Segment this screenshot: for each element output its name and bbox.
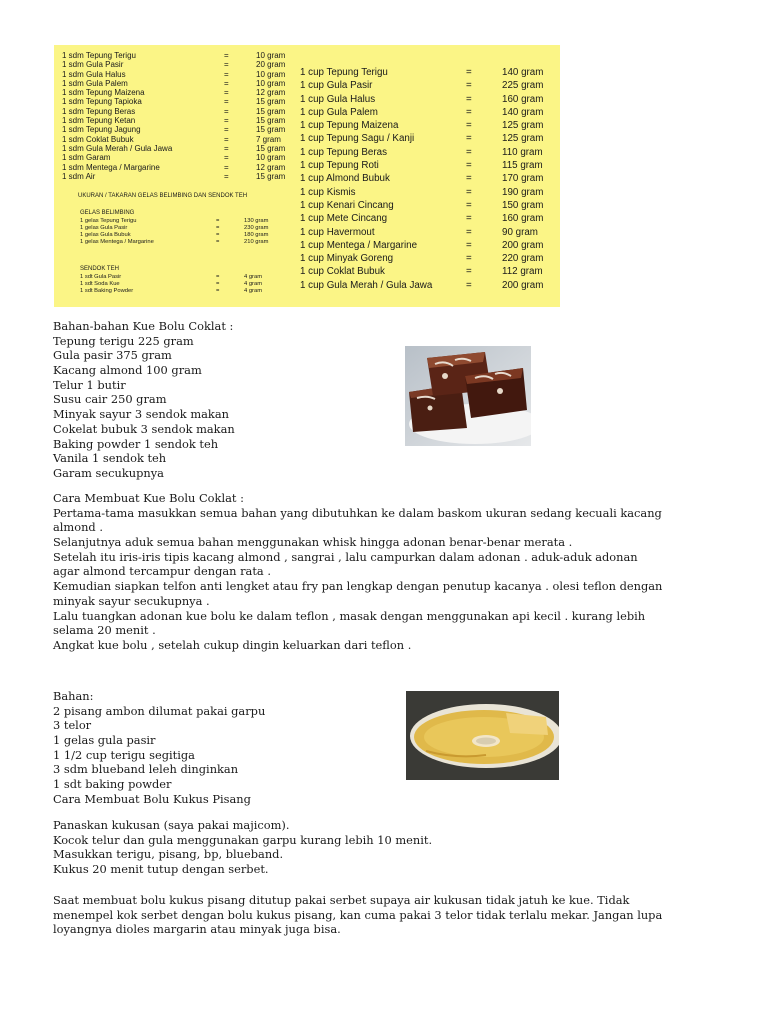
text-line: Kemudian siapkan telfon anti lengket atau fry pan lengkap dengan penutup kacanya . olesi teflon dengan: [53, 579, 663, 594]
cell-val: 225 gram: [502, 80, 544, 92]
cell-eq: =: [224, 106, 229, 116]
cell-eq: =: [224, 60, 229, 70]
cell-eq: =: [466, 160, 472, 172]
cell-name: 1 sdm Tepung Terigu: [62, 51, 136, 60]
cell-val: 15 gram: [256, 125, 286, 135]
text-line: Masukkan terigu, pisang, bp, blueband.: [53, 847, 284, 862]
cell-name: 1 sdm Gula Halus: [62, 69, 126, 79]
cell-name: 1 sdm Gula Merah / Gula Jawa: [62, 143, 173, 153]
cell-name: 1 sdm Tepung Jagung: [62, 125, 141, 135]
cell-name: 1 cup Gula Halus: [300, 93, 376, 105]
cell-eq: =: [466, 213, 472, 225]
cell-name: 1 sdm Gula Pasir: [62, 60, 124, 70]
bolu-coklat-method: [53, 491, 662, 653]
text-line: Bahan-bahan Kue Bolu Coklat :: [53, 319, 234, 333]
text-line: Susu cair 250 gram: [53, 392, 167, 407]
cell-eq: =: [224, 88, 229, 98]
cell-val: 220 gram: [502, 253, 544, 265]
cell-val: 200 gram: [502, 279, 544, 291]
bolu-pisang-note: [53, 893, 662, 937]
bolu-pisang-steps: [53, 818, 432, 877]
cell-name: 1 cup Minyak Goreng: [300, 253, 394, 265]
text-line: Saat membuat bolu kukus pisang ditutup pakai serbet supaya air kukusan tidak jatuh ke kue. Tidak: [53, 893, 630, 907]
cell-val: 10 gram: [256, 78, 286, 88]
text-line: Lalu tuangkan adonan kue bolu ke dalam teflon , masak dengan menggunakan api kecil . kurang lebih: [53, 608, 646, 623]
text-line: 1 1/2 cup terigu segitiga: [53, 747, 195, 762]
cell-eq: =: [224, 69, 229, 79]
text-line: minyak sayur secukupnya .: [53, 593, 210, 608]
cell-name: 1 cup Tepung Roti: [300, 160, 379, 172]
cell-eq: =: [466, 106, 472, 118]
cell-val: 180 gram: [244, 232, 269, 238]
text-line: Kacang almond 100 gram: [53, 363, 202, 378]
text-line: Cara Membuat Kue Bolu Coklat :: [53, 491, 244, 505]
cell-name: 1 sdm Air: [62, 171, 96, 181]
text-line: Setelah itu iris-iris tipis kacang almond , sangrai , lalu campurkan dalam adonan . aduk-aduk adonan: [53, 549, 638, 564]
cell-name: 1 sdm Garam: [62, 153, 111, 163]
bolu-coklat-ingredients: [53, 319, 235, 481]
cell-val: 140 gram: [502, 67, 544, 78]
cell-name: 1 gelas Tepung Terigu: [80, 218, 137, 224]
cell-val: 130 gram: [244, 218, 269, 224]
text-line: Kocok telur dan gula menggunakan garpu kurang lebih 10 menit.: [53, 832, 433, 847]
cell-val: 15 gram: [256, 171, 286, 181]
measurement-table-image: [54, 45, 560, 307]
cell-eq: =: [224, 125, 229, 135]
cell-eq: =: [224, 171, 229, 181]
text-line: 1 gelas gula pasir: [53, 733, 156, 748]
bolu-kukus-photo: [406, 691, 559, 780]
sendok-heading: SENDOK TEH: [80, 266, 119, 272]
cell-eq: =: [224, 143, 229, 153]
cell-val: 15 gram: [256, 106, 286, 116]
cell-val: 10 gram: [256, 51, 286, 60]
cell-val: 140 gram: [502, 106, 544, 118]
cell-name: 1 gelas Gula Bubuk: [80, 232, 131, 238]
text-line: Gula pasir 375 gram: [53, 348, 172, 363]
cell-val: 200 gram: [502, 239, 544, 251]
cell-name: 1 sdm Tepung Ketan: [62, 116, 136, 126]
text-line: Cara Membuat Bolu Kukus Pisang: [53, 791, 251, 806]
cell-name: 1 sdt Gula Pasir: [80, 274, 122, 280]
cell-eq: =: [216, 232, 220, 238]
text-line: Pertama-tama masukkan semua bahan yang dibutuhkan ke dalam baskom ukuran sedang kecuali kacang: [53, 505, 662, 520]
cell-val: 20 gram: [256, 60, 286, 70]
cell-name: 1 cup Mete Cincang: [300, 213, 388, 225]
cell-name: 1 cup Kenari Cincang: [300, 199, 394, 211]
cell-val: 90 gram: [502, 226, 538, 238]
text-line: Baking powder 1 sendok teh: [53, 436, 219, 451]
cell-val: 150 gram: [502, 199, 544, 211]
cell-name: 1 sdt Baking Powder: [80, 288, 134, 294]
cell-val: 110 gram: [502, 146, 543, 158]
text-line: 3 sdm blueband leleh dinginkan: [53, 762, 239, 777]
cell-eq: =: [466, 173, 472, 185]
cell-val: 15 gram: [256, 97, 286, 107]
cell-val: 210 gram: [244, 239, 269, 245]
cell-name: 1 sdm Tepung Beras: [62, 106, 136, 116]
cell-eq: =: [216, 225, 220, 231]
cell-val: 125 gram: [502, 133, 544, 145]
cell-eq: =: [466, 120, 472, 132]
cell-val: 160 gram: [502, 213, 544, 225]
cell-eq: =: [224, 116, 229, 126]
cell-val: 115 gram: [502, 160, 543, 172]
cell-eq: =: [466, 253, 472, 265]
cell-eq: =: [216, 288, 220, 294]
cell-eq: =: [466, 67, 472, 78]
cell-val: 230 gram: [244, 225, 269, 231]
cell-val: 10 gram: [256, 69, 286, 79]
cell-eq: =: [466, 186, 472, 198]
cell-val: 190 gram: [502, 186, 544, 198]
cell-eq: =: [216, 281, 220, 287]
cell-name: 1 sdm Mentega / Margarine: [62, 162, 160, 172]
text-line: Telur 1 butir: [53, 377, 126, 392]
text-line: 2 pisang ambon dilumat pakai garpu: [53, 703, 266, 718]
cell-name: 1 cup Tepung Beras: [300, 146, 387, 158]
cell-val: 4 gram: [244, 281, 263, 287]
text-line: Bahan:: [53, 689, 94, 703]
cell-eq: =: [466, 80, 472, 92]
text-line: Panaskan kukusan (saya pakai majicom).: [53, 818, 290, 832]
cell-eq: =: [216, 274, 220, 280]
text-line: Garam secukupnya: [53, 465, 164, 480]
cell-name: 1 cup Tepung Terigu: [300, 67, 388, 78]
cell-eq: =: [466, 266, 472, 278]
cell-val: 125 gram: [502, 120, 544, 132]
cell-val: 7 gram: [256, 134, 281, 144]
text-line: Tepung terigu 225 gram: [53, 333, 194, 348]
cell-name: 1 cup Almond Bubuk: [300, 173, 390, 185]
text-line: Minyak sayur 3 sendok makan: [53, 407, 229, 422]
cell-name: 1 sdm Gula Palem: [62, 78, 128, 88]
cell-eq: =: [466, 279, 472, 291]
text-line: almond .: [53, 520, 103, 535]
text-line: Cokelat bubuk 3 sendok makan: [53, 421, 235, 436]
text-line: Kukus 20 menit tutup dengan serbet.: [53, 862, 269, 877]
cell-name: 1 cup Gula Pasir: [300, 80, 373, 92]
text-line: 1 sdt baking powder: [53, 777, 172, 792]
cell-val: 15 gram: [256, 116, 286, 126]
cell-name: 1 cup Gula Merah / Gula Jawa: [300, 279, 433, 291]
brownie-photo: [405, 346, 531, 446]
text-line: 3 telor: [53, 718, 92, 733]
cell-val: 160 gram: [502, 93, 544, 105]
cell-val: 12 gram: [256, 162, 286, 172]
text-line: Selanjutnya aduk semua bahan menggunakan whisk hingga adonan benar-benar merata .: [53, 535, 573, 550]
cell-eq: =: [224, 162, 229, 172]
cell-name: 1 cup Gula Palem: [300, 106, 378, 118]
text-line: Vanila 1 sendok teh: [53, 451, 167, 466]
cell-val: 15 gram: [256, 143, 286, 153]
text-line: loyangnya dioles margarin atau minyak juga bisa.: [53, 922, 341, 937]
cell-name: 1 gelas Mentega / Margarine: [80, 239, 154, 245]
text-line: Angkat kue bolu , setelah cukup dingin keluarkan dari teflon .: [53, 637, 412, 652]
cell-eq: =: [466, 239, 472, 251]
cell-eq: =: [216, 218, 220, 224]
cell-name: 1 cup Tepung Maizena: [300, 120, 399, 132]
cell-eq: =: [216, 239, 220, 245]
cell-eq: =: [224, 78, 229, 88]
cell-val: 4 gram: [244, 288, 263, 294]
cell-name: 1 sdt Soda Kue: [80, 281, 120, 287]
cell-name: 1 cup Tepung Sagu / Kanji: [300, 133, 415, 145]
text-line: selama 20 menit .: [53, 623, 156, 638]
text-line: menempel kok serbet dengan bolu kukus pisang, kan cuma pakai 3 telor tidak terlalu mekar. Jangan lupa: [53, 907, 663, 922]
cell-name: 1 cup Mentega / Margarine: [300, 239, 418, 251]
cell-val: 170 gram: [502, 173, 544, 185]
cell-eq: =: [466, 199, 472, 211]
text-line: agar almond tercampur dengan rata .: [53, 564, 271, 579]
cell-eq: =: [466, 226, 472, 238]
cell-val: 4 gram: [244, 274, 263, 280]
cell-eq: =: [224, 97, 229, 107]
cell-name: 1 cup Kismis: [300, 186, 356, 198]
cell-eq: =: [466, 93, 472, 105]
cell-eq: =: [224, 153, 229, 163]
cell-name: 1 sdm Tepung Tapioka: [62, 97, 142, 107]
cell-eq: =: [466, 133, 472, 145]
cell-eq: =: [224, 134, 229, 144]
cell-eq: =: [466, 146, 472, 158]
cell-name: 1 sdm Coklat Bubuk: [62, 134, 134, 144]
bolu-pisang-ingredients: [53, 689, 265, 807]
cell-name: 1 cup Havermout: [300, 226, 375, 238]
cell-name: 1 gelas Gula Pasir: [80, 225, 128, 231]
cell-val: 112 gram: [502, 266, 543, 278]
gelas-heading: GELAS BELIMBING: [80, 210, 135, 216]
cell-name: 1 sdm Tepung Maizena: [62, 88, 145, 98]
cell-val: 12 gram: [256, 88, 286, 98]
cell-val: 10 gram: [256, 153, 286, 163]
cell-eq: =: [224, 51, 229, 60]
cell-name: 1 cup Coklat Bubuk: [300, 266, 385, 278]
ukuran-heading: UKURAN / TAKARAN GELAS BELIMBING DAN SENDOK TEH: [78, 193, 248, 199]
